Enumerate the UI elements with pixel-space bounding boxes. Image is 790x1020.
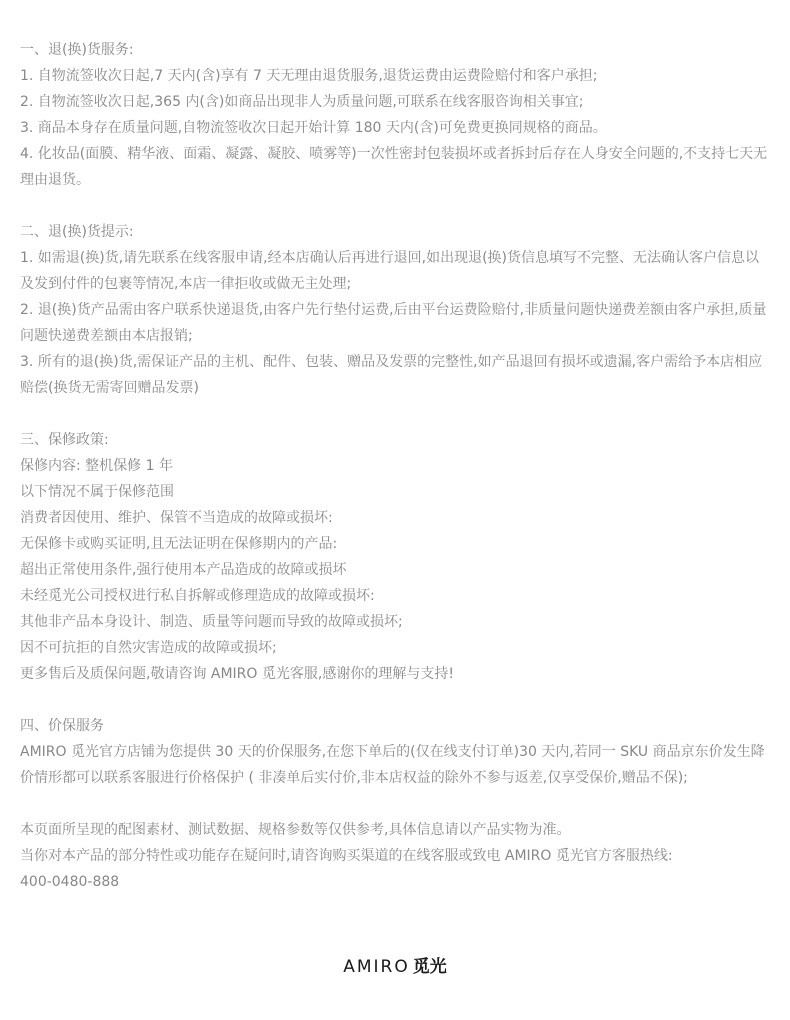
policy-content [20,37,772,895]
policy-line: 保修内容: 整机保修 1 年 [20,458,173,474]
policy-line: 以下情况不属于保修范围 [20,484,174,500]
policy-line: 无保修卡或购买证明,且无法证明在保修期内的产品: [20,536,338,552]
policy-line: 消费者因使用、维护、保管不当造成的故障或损坏: [20,510,333,526]
section-heading: 一、退(换)货服务: [20,42,134,58]
brand-logo-cn-text: 觅光 [412,957,447,977]
policy-line: 其他非产品本身设计、制造、质量等问题而导致的故障或损坏; [20,614,403,630]
hotline-number: 400-0480-888 [20,874,120,890]
return-tips-section [20,219,772,401]
warranty-section [20,427,772,687]
return-service-section [20,37,772,193]
policy-line: 2. 退(换)货产品需由客户联系快递退货,由客户先行垫付运费,后由平台运费险赔付,非质量问题快递费差额由客户承担,质量问题快递费差额由本店报销; [20,302,767,344]
price-protection-section [20,713,772,791]
disclaimer-section [20,817,772,895]
policy-line: 1. 自物流签收次日起,7 天内(含)享有 7 天无理由退货服务,退货运费由运费险赔付和客户承担; [20,68,598,84]
policy-line: 1. 如需退(换)货,请先联系在线客服申请,经本店确认后再进行退回,如出现退(换)货信息填写不完整、无法确认客户信息以及发到付件的包裹等情况,本店一律拒收或做无主处理; [20,250,760,292]
policy-line: 3. 商品本身存在质量问题,自物流签收次日起开始计算 180 天内(含)可免费更换同规格的商品。 [20,120,607,136]
policy-line: 2. 自物流签收次日起,365 内(含)如商品出现非人为质量问题,可联系在线客服咨询相关事宜; [20,94,584,110]
policy-line: 4. 化妆品(面膜、精华液、面霜、凝露、凝胶、喷雾等)一次性密封包装损坏或者拆封后存在人身安全问题的,不支持七天无理由退货。 [20,146,768,188]
brand-logo-text: AMIRO [343,957,410,977]
policy-line: 未经觅光公司授权进行私自拆解或修理造成的故障或损坏: [20,588,375,604]
disclaimer-line: 当你对本产品的部分特性或功能存在疑问时,请咨询购买渠道的在线客服或致电 AMIRO 觅光官方客服热线: [20,848,673,864]
policy-line: 因不可抗拒的自然灾害造成的故障或损坏; [20,640,277,656]
policy-line: 3. 所有的退(换)货,需保证产品的主机、配件、包装、赠品及发票的完整性,如产品退回有损坏或遗漏,客户需给予本店相应赔偿(换货无需寄回赠品发票) [20,354,763,396]
section-heading: 四、价保服务 [20,718,104,734]
section-heading: 二、退(换)货提示: [20,224,134,240]
brand-logo [0,952,790,977]
policy-line: 更多售后及质保问题,敬请咨询 AMIRO 觅光客服,感谢你的理解与支持! [20,666,454,682]
disclaimer-line: 本页面所呈现的配图素材、测试数据、规格参数等仅供参考,具体信息请以产品实物为准。 [20,822,571,838]
section-heading: 三、保修政策: [20,432,109,448]
policy-line: 超出正常使用条件,强行使用本产品造成的故障或损坏 [20,562,347,578]
policy-line: AMIRO 觅光官方店铺为您提供 30 天的价保服务,在您下单后的(仅在线支付订单)30 天内,若同一 SKU 商品京东价发生降价情形都可以联系客服进行价格保护 ( 非凑单后实付价,非本店权益的除外不参与返差,仅享受保价,赠品不保); [20,744,765,786]
